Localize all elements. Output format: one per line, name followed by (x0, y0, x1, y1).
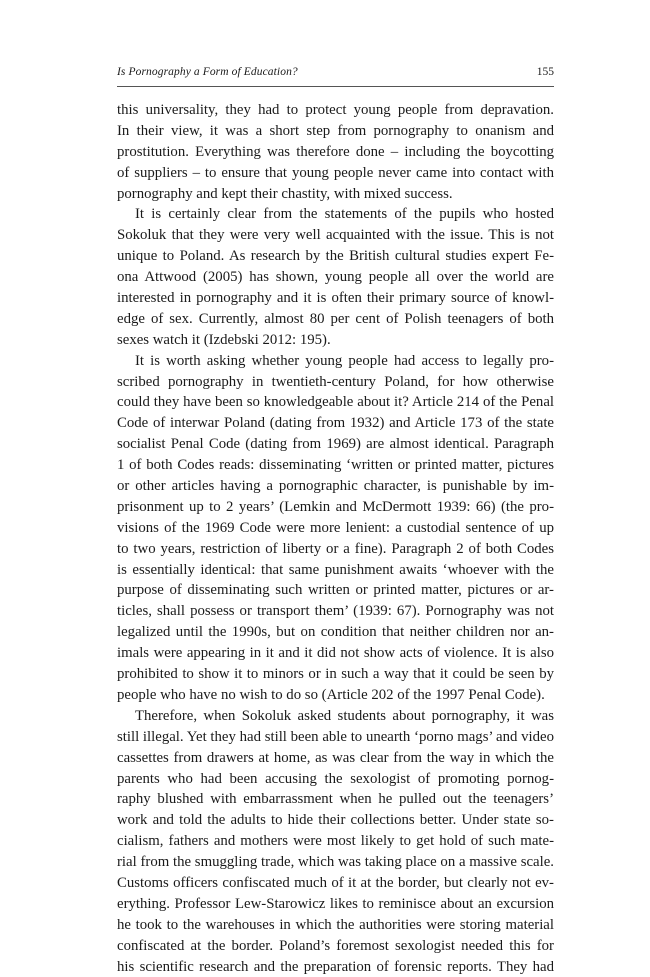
text-line: prohibited to show it to minors or in such a way that it could be seen by (117, 666, 554, 683)
running-head (117, 66, 554, 84)
paragraph (117, 100, 554, 204)
text-line: still illegal. Yet they had still been able to unearth ‘porno mags’ and video (117, 728, 554, 745)
text-line: work and told the adults to hide their collections better. Under state so- (117, 812, 554, 829)
page-number: 155 (536, 66, 554, 78)
text-line: unique to Poland. As research by the British cultural studies expert Fe- (117, 248, 554, 265)
text-line: interested in pornography and it is often their primary source of knowl- (117, 290, 554, 307)
text-line: confiscated at the border. Poland’s foremost sexologist needed this for (117, 937, 554, 954)
text-line: ticles, shall possess or transport them’ (1939: 67). Pornography was not (117, 603, 554, 620)
text-line: legalized until the 1990s, but on condition that neither children nor an- (117, 624, 554, 641)
text-line: his scientific research and the preparation of forensic reports. They had (117, 958, 554, 975)
text-line: Code of interwar Poland (dating from 1932) and Article 173 of the state (117, 415, 554, 432)
text-line: erything. Professor Lew-Starowicz likes to reminisce about an excursion (117, 895, 554, 912)
text-line: sexes watch it (Izdebski 2012: 195). (117, 331, 331, 348)
text-line: In their view, it was a short step from pornography to onanism and (117, 122, 554, 139)
text-line: parents who had been accusing the sexologist of promoting pornog- (117, 770, 554, 787)
paragraph (117, 204, 554, 350)
text-line: cassettes from drawers at home, as was clear from the way in which the (117, 749, 554, 766)
running-title: Is Pornography a Form of Education? (117, 66, 298, 78)
text-line: he took to the warehouses in which the authorities were storing material (117, 916, 554, 933)
text-line: socialist Penal Code (dating from 1969) are almost identical. Paragraph (117, 436, 554, 453)
text-line: It is worth asking whether young people had access to legally pro- (135, 352, 554, 369)
text-line: people who have no wish to do so (Article 202 of the 1997 Penal Code). (117, 686, 545, 703)
text-line: scribed pornography in twentieth-century Poland, for how otherwise (117, 373, 554, 390)
text-line: to two years, restriction of liberty or a fine). Paragraph 2 of both Codes (117, 540, 554, 557)
text-line: imals were appearing in it and it did not show acts of violence. It is also (117, 645, 554, 662)
text-line: cialism, fathers and mothers were most likely to get hold of such mate- (117, 833, 554, 850)
text-line: pornography and kept their chastity, with mixed success. (117, 185, 453, 202)
text-line: Therefore, when Sokoluk asked students about pornography, it was (135, 707, 554, 724)
text-line: of suppliers – to ensure that young people never came into contact with (117, 164, 554, 181)
text-line: Customs officers confiscated much of it at the border, but clearly not ev- (117, 874, 554, 891)
text-line: It is certainly clear from the statements of the pupils who hosted (135, 206, 554, 223)
text-line: this universality, they had to protect young people from depravation. (117, 102, 554, 118)
text-line: or other articles having a pornographic character, is punishable by im- (117, 478, 554, 495)
text-line: purpose of disseminating such written or printed matter, pictures or ar- (117, 582, 554, 599)
text-line: 1 of both Codes reads: disseminating ‘written or printed matter, pictures (117, 457, 554, 474)
text-line: could they have been so knowledgeable about it? Article 214 of the Penal (117, 394, 554, 411)
text-line: edge of sex. Currently, almost 80 per cent of Polish teenagers of both (117, 310, 554, 327)
paragraph (117, 706, 554, 977)
body-text (117, 100, 554, 977)
text-line: ona Attwood (2005) has shown, young people all over the world are (117, 269, 554, 286)
text-line: visions of the 1969 Code were more lenient: a custodial sentence of up (117, 519, 554, 536)
text-line: prisonment up to 2 years’ (Lemkin and McDermott 1939: 66) (the pro- (117, 498, 554, 515)
text-line: raphy blushed with embarrassment when he pulled out the teenagers’ (117, 791, 554, 808)
header-rule (117, 86, 554, 87)
paragraph (117, 351, 554, 706)
text-line: rial from the smuggling trade, which was taking place on a massive scale. (117, 854, 554, 871)
text-line: prostitution. Everything was therefore done – including the boycotting (117, 143, 554, 160)
text-line: is essentially identical: that same punishment awaits ‘whoever with the (117, 561, 554, 578)
text-line: Sokoluk that they were very well acquainted with the issue. This is not (117, 227, 554, 244)
